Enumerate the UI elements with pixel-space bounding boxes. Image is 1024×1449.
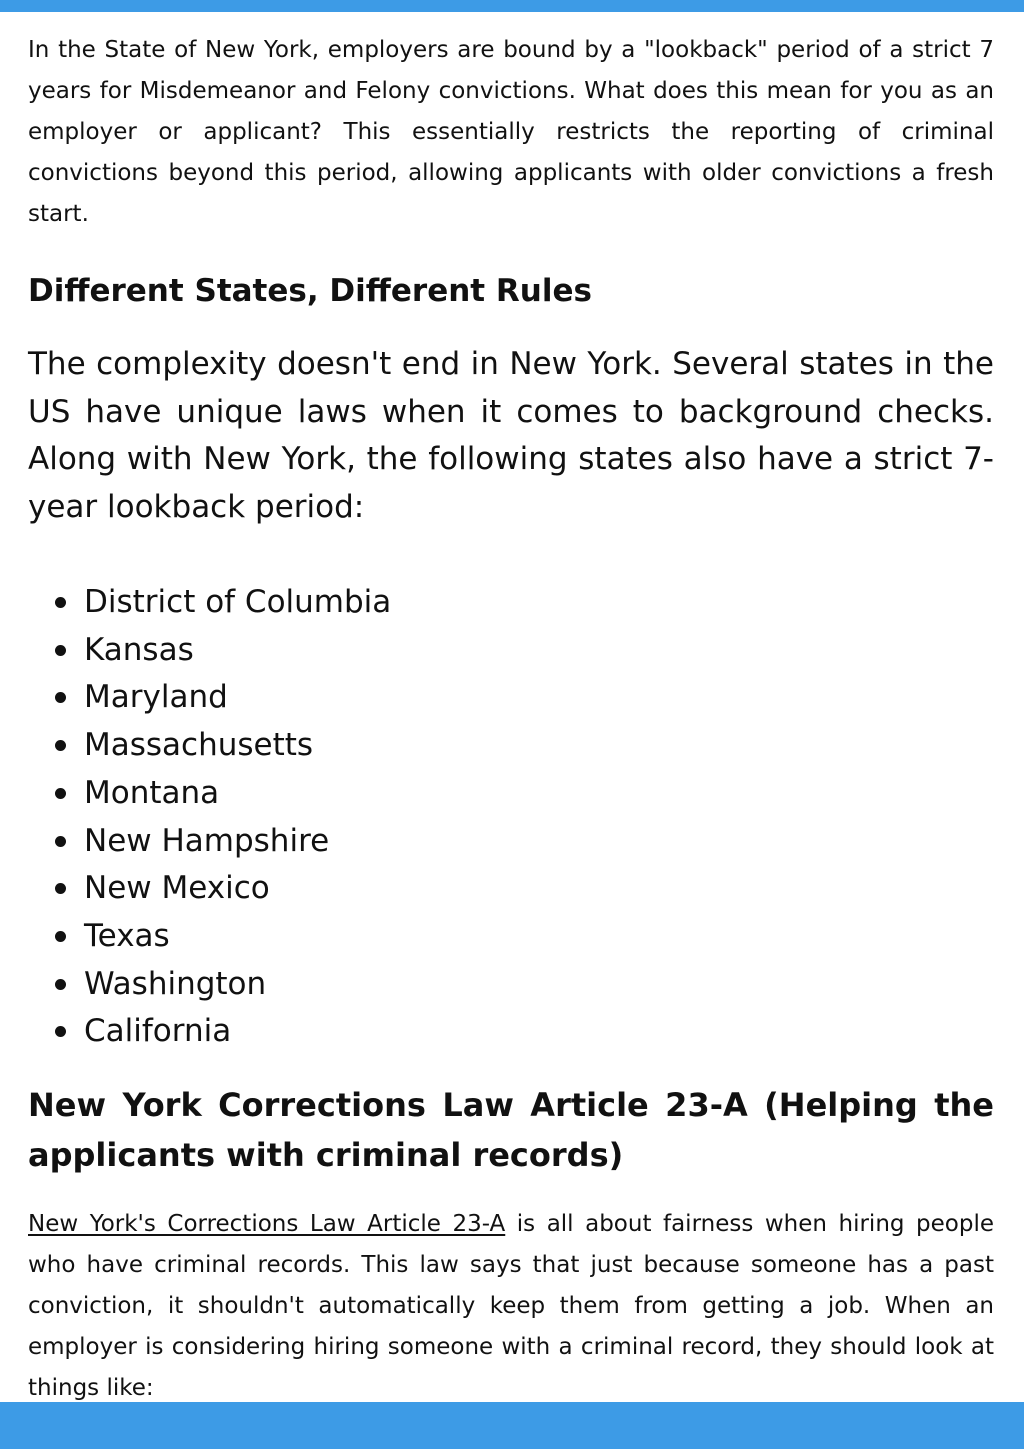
list-item-label: Montana bbox=[84, 774, 220, 811]
list-item bbox=[28, 961, 994, 1009]
list-item bbox=[28, 674, 994, 722]
bullet-icon bbox=[55, 788, 66, 799]
states-list bbox=[28, 579, 994, 1056]
bottom-accent-bar bbox=[0, 1402, 1024, 1449]
list-item-label: District of Columbia bbox=[84, 584, 392, 620]
bullet-icon bbox=[55, 597, 66, 608]
states-intro-paragraph: The complexity doesn't end in New York. Several states in the US have unique laws when it comes to background checks. Along with New York, the following states also have a strict 7-year lookback period: bbox=[28, 346, 994, 525]
list-item bbox=[28, 722, 994, 770]
top-accent-bar bbox=[0, 0, 1024, 12]
bullet-icon bbox=[55, 979, 66, 990]
list-item-label: Maryland bbox=[84, 679, 228, 716]
list-item-label: Massachusetts bbox=[84, 727, 314, 764]
bullet-icon bbox=[55, 836, 66, 847]
document-content bbox=[28, 30, 994, 1409]
article-paragraph-text: is all about fairness when hiring people who have criminal records. This law says that just because someone has a past conviction, it shouldn't automatically keep them from getting a job. When an employer is considering hiring someone with a criminal record, they should look at things like: bbox=[28, 1211, 994, 1402]
list-item bbox=[28, 579, 994, 627]
list-item-label: New Mexico bbox=[84, 870, 270, 907]
corrections-law-link[interactable]: New York's Corrections Law Article 23-A bbox=[28, 1211, 506, 1238]
list-item bbox=[28, 818, 994, 866]
list-item-label: California bbox=[84, 1013, 232, 1050]
list-item bbox=[28, 865, 994, 913]
list-item bbox=[28, 913, 994, 961]
list-item-label: New Hampshire bbox=[84, 822, 330, 859]
section-heading-states: Different States, Different Rules bbox=[28, 273, 592, 309]
list-item bbox=[28, 1008, 994, 1056]
bullet-icon bbox=[55, 692, 66, 703]
article-paragraph bbox=[28, 1204, 994, 1409]
bullet-icon bbox=[55, 883, 66, 894]
list-item bbox=[28, 770, 994, 818]
bullet-icon bbox=[55, 931, 66, 942]
section-heading-article: New York Corrections Law Article 23-A (Helping the applicants with criminal records) bbox=[28, 1086, 994, 1175]
list-item-label: Washington bbox=[84, 965, 267, 1002]
intro-paragraph: In the State of New York, employers are bound by a "lookback" period of a strict 7 years for Misdemeanor and Felony convictions. What does this mean for you as an employer or applicant? This essentially restricts the reporting of criminal convictions beyond this period, allowing applicants with older convictions a fresh start. bbox=[28, 37, 994, 227]
list-item-label: Texas bbox=[84, 917, 170, 954]
bullet-icon bbox=[55, 740, 66, 751]
bullet-icon bbox=[55, 645, 66, 656]
list-item bbox=[28, 627, 994, 675]
bullet-icon bbox=[55, 1026, 66, 1037]
list-item-label: Kansas bbox=[84, 631, 194, 668]
